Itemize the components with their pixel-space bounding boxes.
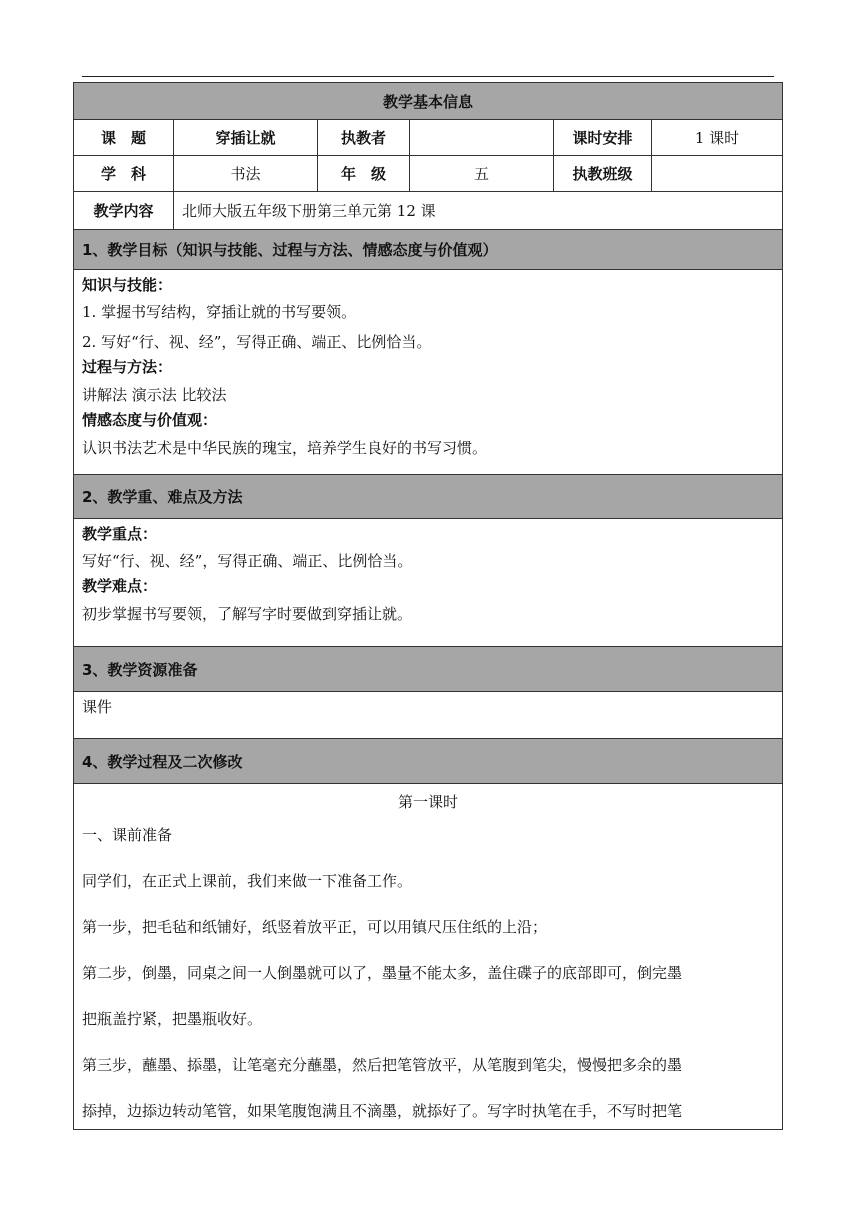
emotion-label: 情感态度与价值观：: [82, 411, 218, 429]
resource-text: 课件: [82, 698, 113, 716]
key-point-label: 教学重点：: [82, 525, 158, 543]
section2-title: 2、教学重、难点及方法: [74, 475, 783, 519]
key-point-text: 写好“行、视、经”，写得正确、端正、比例恰当。: [82, 552, 413, 570]
grade-value: 五: [410, 156, 554, 192]
section2-body: [74, 519, 783, 647]
section3-body-row: [74, 692, 783, 739]
basic-info-title: 教学基本信息: [74, 83, 783, 120]
section3-body: [74, 692, 783, 739]
teacher-value: [410, 120, 554, 156]
content-row: [74, 192, 783, 230]
subject-row: [74, 156, 783, 192]
hours-value: 1 课时: [652, 120, 783, 156]
paragraph-1: 同学们，在正式上课前，我们来做一下准备工作。: [82, 872, 413, 890]
content-value: 北师大版五年级下册第三单元第 12 课: [174, 192, 783, 230]
process-label: 过程与方法：: [82, 358, 173, 376]
paragraph-3b: 把瓶盖拧紧，把墨瓶收好。: [82, 1010, 263, 1028]
section3-header-row: [74, 647, 783, 692]
difficult-point-text: 初步掌握书写要领，了解写字时要做到穿插让就。: [82, 605, 413, 623]
hours-label: 课时安排: [554, 120, 652, 156]
paragraph-4b: 掭掉，边掭边转动笔管，如果笔腹饱满且不滴墨，就掭好了。写字时执笔在手，不写时把笔: [82, 1102, 683, 1120]
section4-body-row: [74, 784, 783, 1130]
topic-label: 课 题: [74, 120, 174, 156]
knowledge-item-1: 1. 掌握书写结构，穿插让就的书写要领。: [82, 303, 357, 321]
header-rule: [82, 76, 774, 77]
section1-header-row: [74, 230, 783, 270]
emotion-text: 认识书法艺术是中华民族的瑰宝，培养学生良好的书写习惯。: [82, 439, 488, 457]
part1-heading: 一、课前准备: [82, 826, 173, 844]
grade-label: 年 级: [318, 156, 410, 192]
class-label: 执教班级: [554, 156, 652, 192]
section2-header-row: [74, 475, 783, 519]
knowledge-item-2: 2. 写好“行、视、经”，写得正确、端正、比例恰当。: [82, 333, 432, 351]
section4-title: 4、教学过程及二次修改: [74, 739, 783, 784]
section4-header-row: [74, 739, 783, 784]
lesson-plan-table: [73, 82, 783, 1130]
section1-body: [74, 270, 783, 475]
section4-body: [74, 784, 783, 1130]
topic-row: [74, 120, 783, 156]
content-label: 教学内容: [74, 192, 174, 230]
subject-value: 书法: [174, 156, 318, 192]
paragraph-4a: 第三步，蘸墨、掭墨，让笔毫充分蘸墨，然后把笔管放平，从笔腹到笔尖，慢慢把多余的墨: [82, 1056, 683, 1074]
knowledge-label: 知识与技能：: [82, 276, 173, 294]
topic-value: 穿插让就: [174, 120, 318, 156]
basic-info-header-row: [74, 83, 783, 120]
section1-body-row: [74, 270, 783, 475]
difficult-point-label: 教学难点：: [82, 577, 158, 595]
lesson-title: 第一课时: [398, 793, 459, 811]
class-value: [652, 156, 783, 192]
paragraph-3a: 第二步，倒墨，同桌之间一人倒墨就可以了，墨量不能太多，盖住碟子的底部即可，倒完墨: [82, 964, 683, 982]
paragraph-2: 第一步，把毛毡和纸铺好，纸竖着放平正，可以用镇尺压住纸的上沿；: [82, 918, 548, 936]
subject-label: 学 科: [74, 156, 174, 192]
teacher-label: 执教者: [318, 120, 410, 156]
section2-body-row: [74, 519, 783, 647]
section3-title: 3、教学资源准备: [74, 647, 783, 692]
section1-title: 1、教学目标（知识与技能、过程与方法、情感态度与价值观）: [74, 230, 783, 270]
process-text: 讲解法 演示法 比较法: [82, 386, 227, 404]
